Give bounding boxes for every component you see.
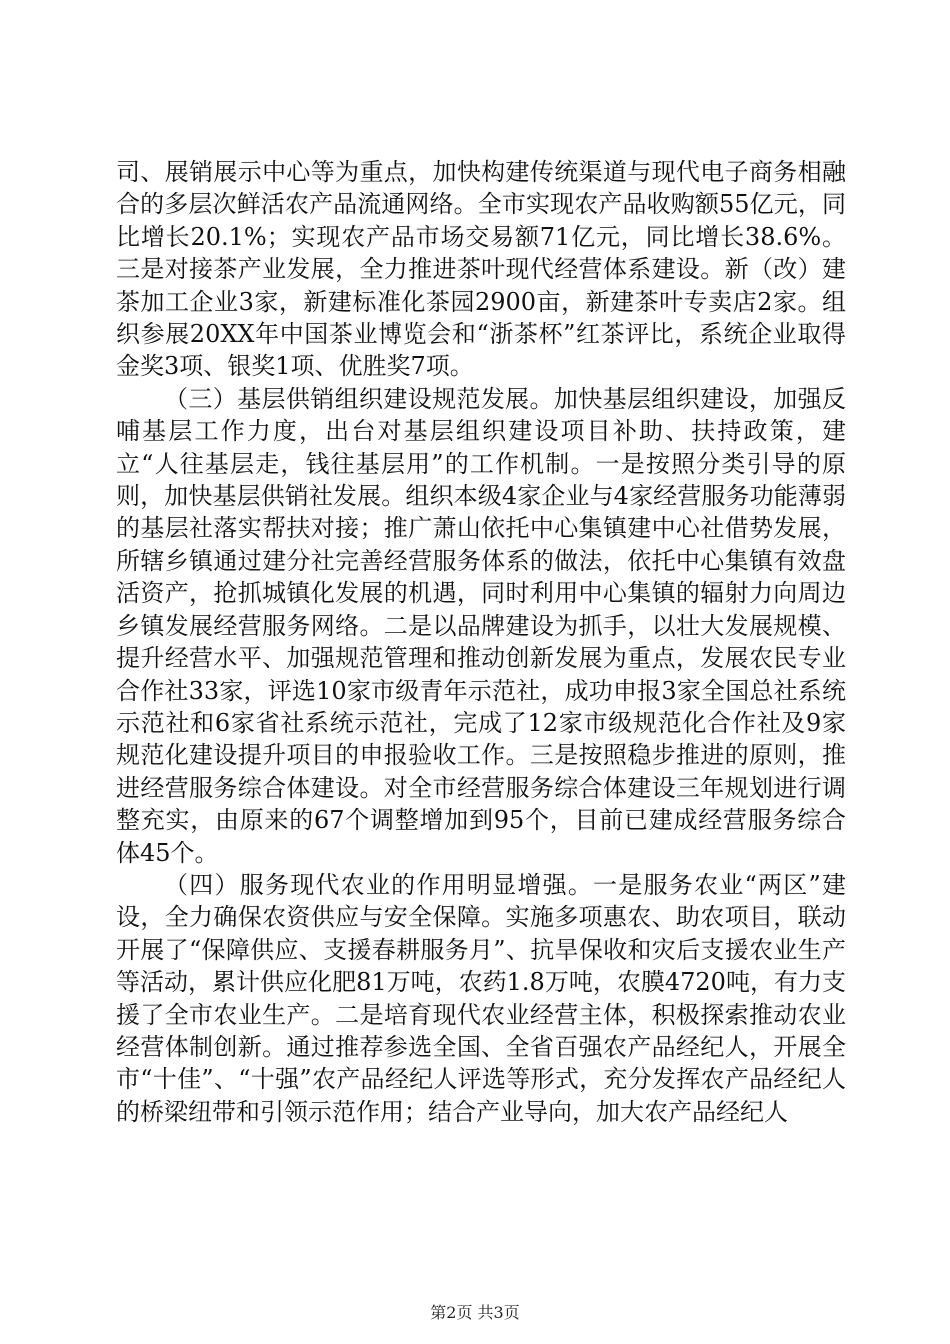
- paragraph-continuation: 司、展销展示中心等为重点，加快构建传统渠道与现代电子商务相融合的多层次鲜活农产品流通网络。全市实现农产品收购额55亿元，同比增长20.1%；实现农产品市场交易额71亿元，同比增长38.6%。三是对接茶产业发展，全力推进茶叶现代经营体系建设。新（改）建茶加工企业3家，新建标准化茶园2900亩，新建茶叶专卖店2家。组织参展20XX年中国茶业博览会和“浙茶杯”红茶评比，系统企业取得金奖3项、银奖1项、优胜奖7项。: [116, 158, 846, 381]
- paragraph-section-four: （四）服务现代农业的作用明显增强。一是服务农业“两区”建设，全力确保农资供应与安全保障。实施多项惠农、助农项目，联动开展了“保障供应、支援春耕服务月”、抗旱保收和灾后支援农业生产等活动，累计供应化肥81万吨，农药1.8万吨，农膜4720吨，有力支援了全市农业生产。二是培育现代农业经营主体，积极探索推动农业经营体制创新。通过推荐参选全国、全省百强农产品经纪人，开展全市“十佳”、“十强”农产品经纪人评选等形式，充分发挥农产品经纪人的桥梁纽带和引领示范作用；结合产业导向，加大农产品经纪人: [116, 870, 846, 1126]
- document-body: [116, 156, 846, 1128]
- paragraph-section-three: （三）基层供销组织建设规范发展。加快基层组织建设，加强反哺基层工作力度，出台对基层组织建设项目补助、扶持政策，建立“人往基层走，钱往基层用”的工作机制。一是按照分类引导的原则，加快基层供销社发展。组织本级4家企业与4家经营服务功能薄弱的基层社落实帮扶对接；推广萧山依托中心集镇建中心社借势发展，所辖乡镇通过建分社完善经营服务体系的做法，依托中心集镇有效盘活资产，抢抓城镇化发展的机遇，同时利用中心集镇的辐射力向周边乡镇发展经营服务网络。二是以品牌建设为抓手，以壮大发展规模、提升经营水平、加强规范管理和推动创新发展为重点，发展农民专业合作社33家，评选10家市级青年示范社，成功申报3家全国总社系统示范社和6家省社系统示范社，完成了12家市级规范化合作社及9家规范化建设提升项目的申报验收工作。三是按照稳步推进的原则，推进经营服务综合体建设。对全市经营服务综合体建设三年规划进行调整充实，由原来的67个调整增加到95个，目前已建成经营服务综合体45个。: [116, 384, 846, 867]
- page-footer: 第2页 共3页: [430, 1303, 520, 1322]
